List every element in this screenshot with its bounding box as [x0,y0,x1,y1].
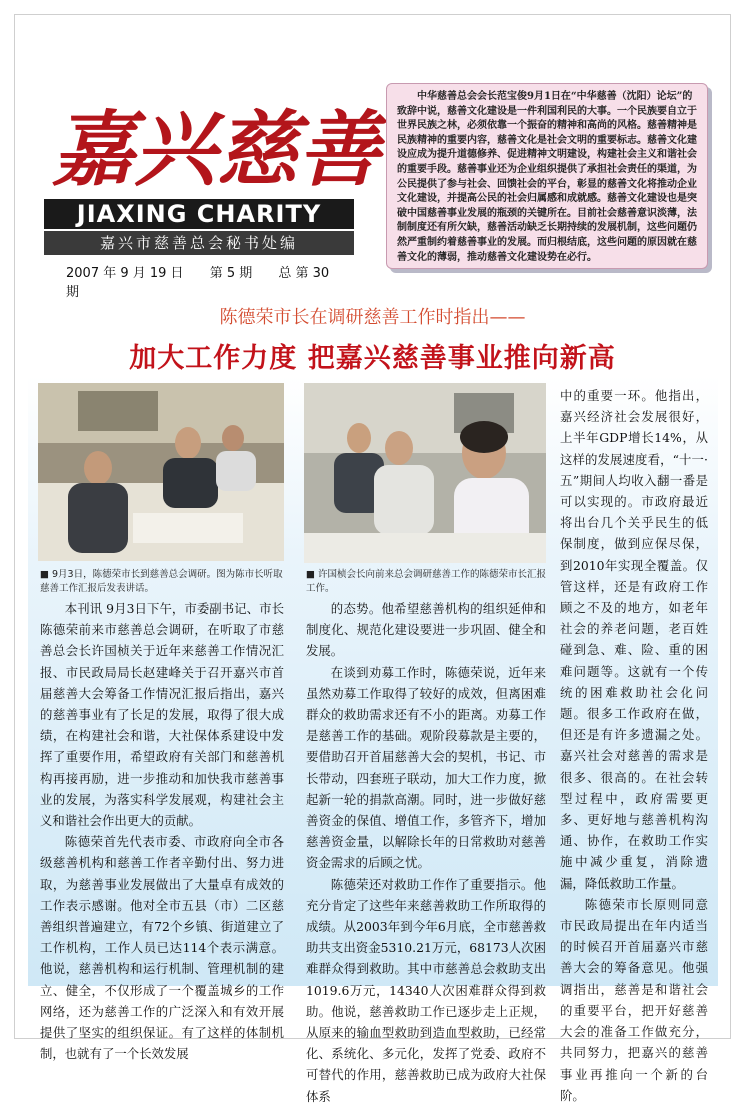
photo-caption-1: ■ 9月3日，陈德荣市长到慈善总会调研。图为陈市长听取慈善工作汇报后发表讲话。 [40,569,283,594]
issue-number: 第 5 期 [209,266,253,281]
article-column-1 [40,598,284,1062]
paragraph: 陈德荣市长原则同意市民政局提出在年内适当的时候召开首届嘉兴市慈善大会的筹备意见。他强调指出，慈善是和谐社会的重要平台，把开好慈善大会的准备工作做充分，共同努力，把嘉兴的慈善事业再推向一个新的台阶。 [560,896,708,1103]
paragraph: 在谈到劝募工作时，陈德荣说，近年来虽然劝募工作取得了较好的成效，但离困难群众的救助需求还有不小的距离。劝募工作是慈善工作的基础。观阶段募款是主要的，要借助召开首届慈善大会的契机，书记、市长带动，四套班子联动，加大工作力度，掀起新一轮的捐款高潮。同时，进一步做好慈善资金的保值、增值工作，多管齐下，增加慈善资金量，以解除长年的日常救助对慈善资金需求的后顾之忧。 [306,664,546,871]
photo-caption-2: ■ 许国桢会长向前来总会调研慈善工作的陈德荣市长汇报工作。 [306,569,546,594]
logo-char: 嘉兴慈善 [52,102,380,198]
english-name: JIAXING CHARITY [44,199,354,229]
paragraph: 陈德荣首先代表市委、市政府向全市各级慈善机构和慈善工作者辛勤付出、努力进取，为慈善事业发展做出了大量卓有成效的工作表示感谢。他对全市五县（市）二区慈善组织普遍建立，有72个乡镇、街道建立了工作机构，工作人员已达114个表示满意。他说，慈善机构和运行机制、管理机制的建立、健全，不仅形成了一个覆盖城乡的工作网络，还为慈善工作的广泛深入和有效开展提供了坚实的组织保证。有了这样的体制机制，也就有了一个长效发展 [40,834,284,1062]
article-kicker: 陈德荣市长在调研慈善工作时指出—— [219,307,526,328]
total-issue-number: 总 第 30 期 [66,266,330,300]
paragraph: 本刊讯 9月3日下午，市委副书记、市长陈德荣前来市慈善总会调研，在听取了市慈善总会长许国桢关于近年来慈善工作情况汇报、市民政局局长赵建峰关于召开嘉兴市首届慈善大会筹备工作情况汇报后指出，嘉兴的慈善事业有了长足的发展，取得了很大成绩，在构建社会和谐，大社保体系建设中发挥了重要作用，希望政府有关部门和慈善机构再接再励，进一步推动和加快我市慈善事业的发展，为落实科学发展观，构建社会主义和谐社会作出更大的贡献。 [40,601,284,829]
photo-illustration [304,383,546,563]
article-column-2 [306,598,546,1104]
info-box: 中华慈善总会会长范宝俊9月1日在“中华慈善（沈阳）论坛”的致辞中说，慈善文化建设是一件利国利民的大事。一个民族要自立于世界民族之林，必须依靠一个振奋的精神和高尚的风格。慈善精神是民族精神的重要内容，慈善文化是社会文明的重要标志。慈善文化建设应成为提升道德修养、促进精神文明建设，构建社会主义和谐社会的重要手段。慈善事业还为企业组织提供了承担社会责任的渠道，为公民提供了参与社会、回馈社会的平台，彰显的慈善文化将推动企业文化建设，并提高公民的社会归属感和成就感。慈善文化建设也是突破中国慈善事业发展的瓶颈的关键所在。目前社会慈善意识淡薄，法制制度还有所欠缺，慈善活动缺乏长期持续的发展机制，这些问题仍然严重制约着慈善事业的发展。而归根结底，这些问题的原因就在慈善文化的薄弱，推动慈善文化建设势在必行。 [386,83,708,269]
photo-meeting-mayor [38,383,284,561]
article-headline: 加大工作力度 把嘉兴慈善事业推向新高 [129,343,616,374]
paragraph: 陈德荣还对救助工作作了重要指示。他充分肯定了这些年来慈善救助工作所取得的成绩。从2003年到今年6月底，全市慈善救助共支出资金5310.21万元，68173人次困难群众得到救助。其中市慈善总会救助支出1019.6万元，14340人次困难群众得到救助。他说，慈善救助工作已逐步走上正规，从原来的输血型救助到造血型救助，已经常化、系统化、多元化，发挥了党委、政府不可替代的作用，慈善救助已成为政府大社保体系 [306,876,546,1104]
photo-illustration [38,383,284,561]
paragraph: 的态势。他希望慈善机构的组织延伸和制度化、规范化建设要进一步巩固、健全和发展。 [306,601,546,659]
issue-date: 2007 年 9 月 19 日 [66,266,184,281]
publisher: 嘉兴市慈善总会秘书处编 [44,231,354,255]
article-column-3 [560,385,708,1103]
issue-line [66,262,366,300]
masthead-logo [44,90,380,198]
photo-meeting-report [304,383,546,563]
paragraph: 中的重要一环。他指出，嘉兴经济社会发展很好，上半年GDP增长14%，从这样的发展速度看，“十一·五”期间人均收入翻一番是可以实现的。市政府最近将出台几个关乎民生的低保制度，做到应保尽保，到2010年实现全覆盖。仅管这样，还是有政府工作顾之不及的地方，如老年社会的养老问题，老百姓碰到急、难、险、重的困难问题等。这就有一个传统的困难救助社会化问题。很多工作政府在做，但还是有许多遗漏之处。嘉兴社会对慈善的需求是很多、很高的。在社会转型过程中，政府需要更多、更好地与慈善机构沟通、协作，在救助工作实施中减少重复，消除遗漏，降低救助工作量。 [560,388,708,891]
